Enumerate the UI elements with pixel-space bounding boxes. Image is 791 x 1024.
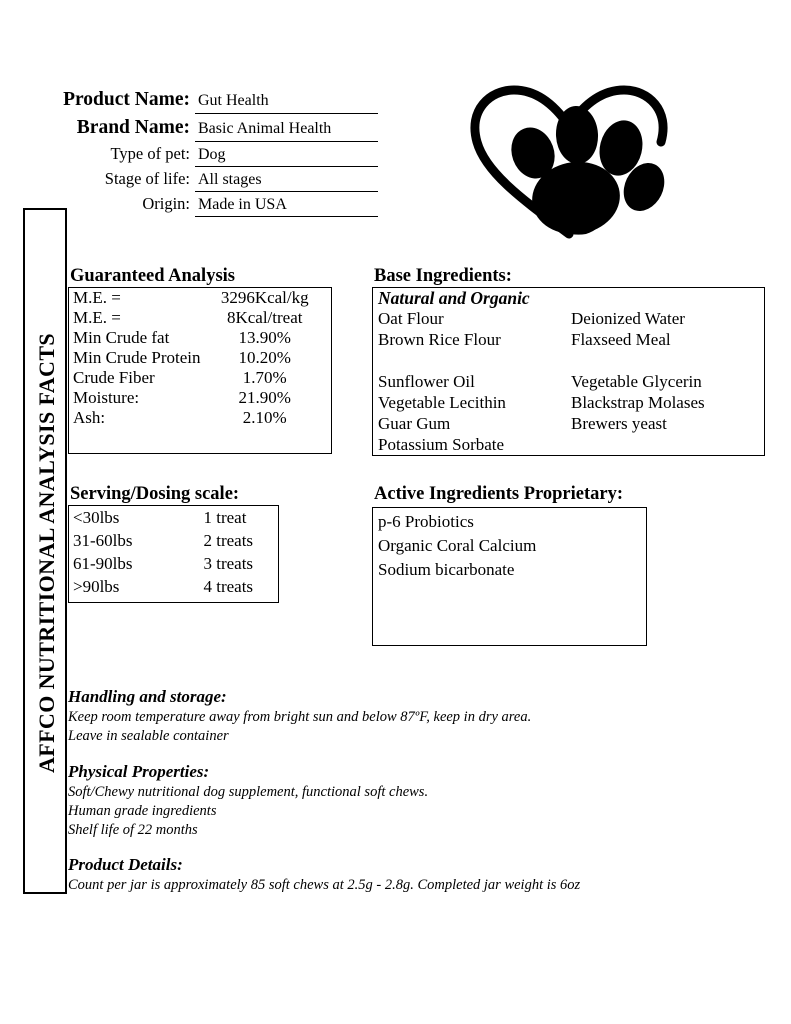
base-ingredient-item: Blackstrap Molases xyxy=(571,393,705,412)
product-details-line: Count per jar is approximately 85 soft chews at 2.5g - 2.8g. Completed jar weight is 6oz xyxy=(68,877,581,893)
physical-properties-line: Soft/Chewy nutritional dog supplement, functional soft chews. xyxy=(68,784,429,800)
header-field-row xyxy=(28,116,378,142)
header-field-label: Type of pet: xyxy=(110,144,190,163)
handling-and-storage-block xyxy=(68,686,531,746)
base-ingredient-item xyxy=(378,350,571,371)
base-ingredient-item: Sunflower Oil xyxy=(378,372,475,391)
guaranteed-analysis-table xyxy=(69,288,331,428)
active-ingredients-box xyxy=(372,507,647,646)
handling-and-storage-title: Handling and storage: xyxy=(68,687,227,706)
guaranteed-analysis-nutrient: M.E. = xyxy=(73,308,121,327)
base-ingredient-item: Oat Flour xyxy=(378,309,444,328)
physical-properties-title: Physical Properties: xyxy=(68,762,210,781)
base-ingredient-item: Guar Gum xyxy=(378,414,451,433)
header-field-label: Brand Name: xyxy=(76,117,190,138)
guaranteed-analysis-nutrient: Ash: xyxy=(73,408,106,427)
guaranteed-analysis-value: 10.20% xyxy=(238,348,291,367)
header-field-value[interactable]: Gut Health xyxy=(195,89,378,114)
base-ingredient-item: Vegetable Glycerin xyxy=(571,372,702,391)
serving-scale-dose: 4 treats xyxy=(203,577,254,596)
serving-scale-heading: Serving/Dosing scale: xyxy=(70,484,240,504)
base-ingredient-item: Brewers yeast xyxy=(571,414,667,433)
header-field-row xyxy=(28,144,378,167)
base-ingredients-subheading: Natural and Organic xyxy=(378,288,530,308)
active-ingredient-item: Organic Coral Calcium xyxy=(378,536,537,555)
physical-properties-line: Shelf life of 22 months xyxy=(68,822,198,838)
guaranteed-analysis-value: 8Kcal/treat xyxy=(226,308,303,327)
header-field-row xyxy=(28,88,378,114)
guaranteed-analysis-row xyxy=(69,328,331,348)
physical-properties-lines xyxy=(68,783,428,840)
base-ingredient-item xyxy=(571,434,764,455)
guaranteed-analysis-row xyxy=(69,288,331,308)
header-field-row xyxy=(28,194,378,217)
guaranteed-analysis-value: 13.90% xyxy=(238,328,291,347)
base-ingredients-heading: Base Ingredients: xyxy=(374,266,512,286)
handling-storage-line: Keep room temperature away from bright sun and below 87ºF, keep in dry area. xyxy=(68,709,532,725)
serving-scale-dose: 2 treats xyxy=(203,531,254,550)
active-ingredient-item: Sodium bicarbonate xyxy=(378,560,515,579)
guaranteed-analysis-box xyxy=(68,287,332,454)
sidebar-title: AFFCO NUTRITIONAL ANALYSIS FACTS xyxy=(34,332,59,774)
serving-scale-body xyxy=(69,506,278,598)
guaranteed-analysis-heading: Guaranteed Analysis xyxy=(70,266,235,286)
guaranteed-analysis-row xyxy=(69,348,331,368)
base-ingredient-item: Vegetable Lecithin xyxy=(378,393,506,412)
guaranteed-analysis-nutrient: M.E. = xyxy=(73,288,121,307)
guaranteed-analysis-row xyxy=(69,408,331,428)
serving-scale-box xyxy=(68,505,279,603)
base-ingredient-item: Flaxseed Meal xyxy=(571,330,671,349)
header-field-value[interactable]: Dog xyxy=(195,144,378,167)
serving-scale-weight: 61-90lbs xyxy=(73,554,133,573)
base-ingredients-grid xyxy=(373,308,764,455)
handling-and-storage-lines xyxy=(68,708,531,746)
guaranteed-analysis-nutrient: Min Crude fat xyxy=(73,328,170,347)
header-field-value[interactable]: Made in USA xyxy=(195,194,378,217)
header-field-label: Product Name: xyxy=(63,89,190,110)
product-details-title: Product Details: xyxy=(68,855,183,874)
serving-scale-weight: <30lbs xyxy=(73,508,120,527)
product-details-lines xyxy=(68,876,580,895)
base-ingredient-item: Deionized Water xyxy=(571,309,685,328)
guaranteed-analysis-value: 3296Kcal/kg xyxy=(220,288,309,307)
active-ingredients-heading: Active Ingredients Proprietary: xyxy=(374,484,624,504)
header-field-label: Origin: xyxy=(142,194,190,213)
header-field-row xyxy=(28,169,378,192)
sidebar-frame xyxy=(23,208,67,894)
base-ingredient-item xyxy=(571,350,764,371)
serving-scale-dose: 3 treats xyxy=(203,554,254,573)
serving-scale-weight: 31-60lbs xyxy=(73,531,133,550)
active-ingredient-item: p-6 Probiotics xyxy=(378,512,474,531)
serving-scale-row xyxy=(69,575,278,598)
base-ingredients-box xyxy=(372,287,765,456)
guaranteed-analysis-value: 1.70% xyxy=(242,368,287,387)
serving-scale-row xyxy=(69,506,278,529)
base-ingredient-item: Potassium Sorbate xyxy=(378,435,505,454)
guaranteed-analysis-row xyxy=(69,368,331,388)
physical-properties-block xyxy=(68,761,428,840)
header-field-value[interactable]: All stages xyxy=(195,169,378,192)
handling-storage-line: Leave in sealable container xyxy=(68,728,229,744)
guaranteed-analysis-row xyxy=(69,388,331,408)
guaranteed-analysis-nutrient: Crude Fiber xyxy=(73,368,155,387)
guaranteed-analysis-nutrient: Min Crude Protein xyxy=(73,348,201,367)
header-field-value[interactable]: Basic Animal Health xyxy=(195,117,378,142)
product-details-block xyxy=(68,854,580,895)
serving-scale-row xyxy=(69,552,278,575)
heart-paw-logo xyxy=(466,82,672,242)
serving-scale-dose: 1 treat xyxy=(203,508,247,527)
product-header-fields xyxy=(28,88,378,219)
guaranteed-analysis-body xyxy=(69,288,331,428)
serving-scale-table xyxy=(69,506,278,598)
guaranteed-analysis-nutrient: Moisture: xyxy=(73,388,140,407)
base-ingredient-item: Brown Rice Flour xyxy=(378,330,501,349)
physical-properties-line: Human grade ingredients xyxy=(68,803,217,819)
serving-scale-weight: >90lbs xyxy=(73,577,120,596)
guaranteed-analysis-row xyxy=(69,308,331,328)
guaranteed-analysis-value: 2.10% xyxy=(242,408,287,427)
guaranteed-analysis-value: 21.90% xyxy=(238,388,291,407)
serving-scale-row xyxy=(69,529,278,552)
header-field-label: Stage of life: xyxy=(104,169,190,188)
